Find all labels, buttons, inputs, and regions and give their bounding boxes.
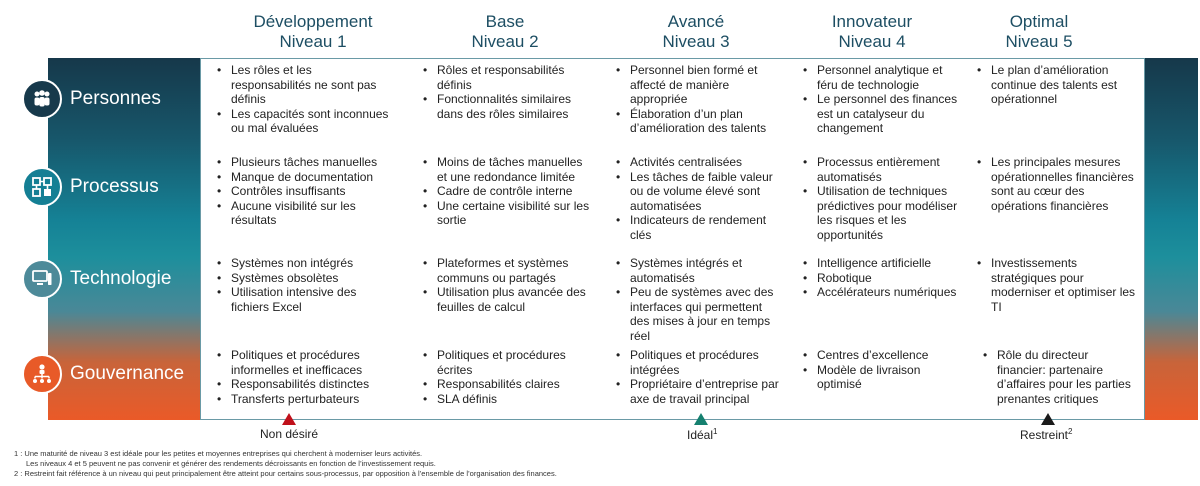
- row-label-gouvernance: [22, 354, 184, 394]
- marker-label-non-desire: [260, 427, 318, 441]
- cell-gouvernance-niveau-1: [215, 348, 393, 406]
- list-item: • Utilisation de techniques prédictives pour modéliser les risques et les opportunités: [801, 184, 967, 242]
- footnotes: [14, 449, 557, 479]
- list-item: • Processus entièrement automatisés: [801, 155, 967, 184]
- marker-label-ideal: [687, 427, 717, 442]
- marker-label-text: Non désiré: [260, 427, 319, 441]
- column-level: Niveau 5: [1005, 32, 1073, 51]
- list-item: • Rôle du directeur financier: partenaire d’affaires pour les parties prenantes critiques: [981, 348, 1137, 406]
- list-item: • Utilisation plus avancée des feuilles de calcul: [421, 285, 591, 314]
- list-item: • Utilisation intensive des fichiers Excel: [215, 285, 393, 314]
- cell-technologie-niveau-4: [801, 256, 965, 300]
- column-name: Avancé: [667, 12, 725, 31]
- list-item: • Systèmes intégrés et automatisés: [614, 256, 780, 285]
- cell-technologie-niveau-3: [614, 256, 780, 343]
- cell-technologie-niveau-1: [215, 256, 393, 314]
- column-header-level-1: [228, 12, 398, 54]
- list-item: • Responsabilités distinctes: [215, 377, 393, 392]
- column-level: Niveau 4: [838, 32, 906, 51]
- cell-gouvernance-niveau-5: [981, 348, 1137, 406]
- list-item: • Indicateurs de rendement clés: [614, 213, 780, 242]
- cell-personnes-niveau-5: [975, 63, 1137, 107]
- cell-personnes-niveau-2: [421, 63, 591, 121]
- marker-label-restreint: [1020, 427, 1072, 442]
- cell-gouvernance-niveau-2: [421, 348, 591, 406]
- list-item: • Le plan d’amélioration continue des talents est opérationnel: [975, 63, 1137, 107]
- marker-label-text: Idéal: [687, 428, 714, 442]
- list-item: • Une certaine visibilité sur les sortie: [421, 199, 591, 228]
- cell-processus-niveau-3: [614, 155, 780, 242]
- list-item: • Contrôles insuffisants: [215, 184, 393, 199]
- cell-processus-niveau-5: [975, 155, 1137, 213]
- list-item: • Accélérateurs numériques: [801, 285, 965, 300]
- row-label-personnes: [22, 79, 161, 119]
- marker-label-text: Restreint: [1020, 428, 1069, 442]
- list-item: • Propriétaire d’entreprise par axe de travail principal: [614, 377, 780, 406]
- row-label-processus: [22, 167, 159, 207]
- list-item: • Activités centralisées: [614, 155, 780, 170]
- list-item: • Intelligence artificielle: [801, 256, 965, 271]
- column-level: Niveau 2: [471, 32, 539, 51]
- column-header-level-5: [954, 12, 1124, 54]
- column-name: Base: [485, 12, 525, 31]
- list-item: • Personnel bien formé et affecté de manière appropriée: [614, 63, 780, 107]
- footnote-1-continued: Les niveaux 4 et 5 peuvent ne pas convenir et générer des rendements décroissants en fonction de l’investissement requis.: [26, 459, 436, 468]
- column-header-level-2: [420, 12, 590, 54]
- cell-technologie-niveau-5: [975, 256, 1137, 314]
- cell-personnes-niveau-1: [215, 63, 393, 136]
- list-item: • Transferts perturbateurs: [215, 392, 393, 407]
- list-item: • Investissements stratégiques pour moderniser et optimiser les TI: [975, 256, 1137, 314]
- list-item: • Peu de systèmes avec des interfaces qui permettent des mises à jour en temps réel: [614, 285, 780, 343]
- process-icon: [22, 167, 62, 207]
- cell-processus-niveau-4: [801, 155, 967, 242]
- footnote-2: 2 : Restreint fait référence à un niveau qui peut principalement être atteint pour certains sous-processus, par opposition à l’ensemble de l’organisation des finances.: [14, 469, 557, 478]
- ideal-marker-icon: [694, 413, 708, 425]
- list-item: • Cadre de contrôle interne: [421, 184, 591, 199]
- list-item: • Responsabilités claires: [421, 377, 591, 392]
- footnote-ref: 2: [1068, 427, 1073, 436]
- list-item: • Les capacités sont inconnues ou mal évaluées: [215, 107, 393, 136]
- list-item: • Fonctionnalités similaires dans des rôles similaires: [421, 92, 591, 121]
- row-label-text: Personnes: [70, 88, 161, 109]
- list-item: • Personnel analytique et féru de technologie: [801, 63, 965, 92]
- list-item: • Modèle de livraison optimisé: [801, 363, 965, 392]
- cell-gouvernance-niveau-4: [801, 348, 965, 392]
- list-item: • Plateformes et systèmes communs ou partagés: [421, 256, 591, 285]
- column-header-level-4: [787, 12, 957, 54]
- column-name: Optimal: [1009, 12, 1069, 31]
- restreint-marker-icon: [1041, 413, 1055, 425]
- cell-personnes-niveau-4: [801, 63, 965, 136]
- computer-icon: [22, 259, 62, 299]
- list-item: • SLA définis: [421, 392, 591, 407]
- footnote-1: 1 : Une maturité de niveau 3 est idéale pour les petites et moyennes entreprises qui cherchent à moderniser leurs activités.: [14, 449, 423, 458]
- list-item: • Les principales mesures opérationnelles financières sont au cœur des opérations financières: [975, 155, 1137, 213]
- list-item: • Politiques et procédures informelles et inefficaces: [215, 348, 393, 377]
- people-icon: [22, 79, 62, 119]
- list-item: • Aucune visibilité sur les résultats: [215, 199, 393, 228]
- row-label-technologie: [22, 259, 171, 299]
- list-item: • Centres d’excellence: [801, 348, 965, 363]
- list-item: • Systèmes non intégrés: [215, 256, 393, 271]
- cell-gouvernance-niveau-3: [614, 348, 780, 406]
- non-desire-marker-icon: [282, 413, 296, 425]
- column-name: Innovateur: [831, 12, 913, 31]
- list-item: • Politiques et procédures intégrées: [614, 348, 780, 377]
- column-level: Niveau 1: [279, 32, 347, 51]
- column-level: Niveau 3: [662, 32, 730, 51]
- list-item: • Les rôles et les responsabilités ne sont pas définis: [215, 63, 393, 107]
- row-label-text: Technologie: [70, 268, 172, 289]
- list-item: • Moins de tâches manuelles et une redondance limitée: [421, 155, 591, 184]
- footnote-ref: 1: [713, 427, 718, 436]
- list-item: • Plusieurs tâches manuelles: [215, 155, 393, 170]
- list-item: • Les tâches de faible valeur ou de volume élevé sont automatisées: [614, 170, 780, 214]
- row-label-text: Gouvernance: [70, 363, 185, 384]
- list-item: • Élaboration d’un plan d’amélioration des talents: [614, 107, 780, 136]
- list-item: • Rôles et responsabilités définis: [421, 63, 591, 92]
- cell-processus-niveau-2: [421, 155, 591, 228]
- cell-processus-niveau-1: [215, 155, 393, 228]
- list-item: • Le personnel des finances est un catalyseur du changement: [801, 92, 965, 136]
- list-item: • Robotique: [801, 271, 965, 286]
- hierarchy-icon: [22, 354, 62, 394]
- column-header-level-3: [611, 12, 781, 54]
- cell-personnes-niveau-3: [614, 63, 780, 136]
- list-item: • Politiques et procédures écrites: [421, 348, 591, 377]
- list-item: • Manque de documentation: [215, 170, 393, 185]
- row-label-text: Processus: [70, 176, 159, 197]
- list-item: • Systèmes obsolètes: [215, 271, 393, 286]
- column-name: Développement: [253, 12, 373, 31]
- cell-technologie-niveau-2: [421, 256, 591, 314]
